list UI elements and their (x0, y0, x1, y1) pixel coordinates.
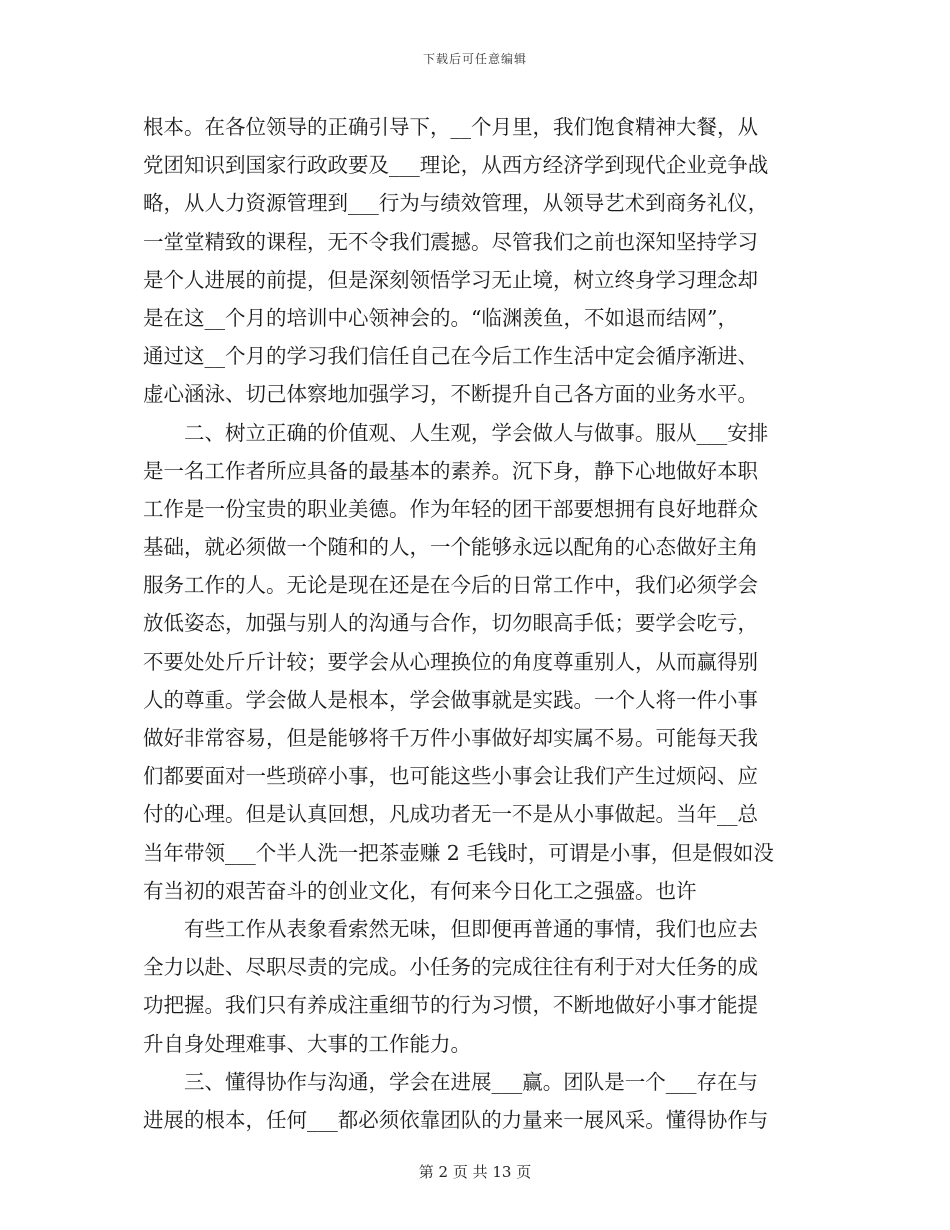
text-line: 根本。在各位领导的正确引导下，__个月里，我们饱食精神大餐，从 (143, 115, 758, 139)
text-line: 放低姿态，加强与别人的沟通与合作，切勿眼高手低；要学会吃亏， (143, 611, 758, 636)
text-line: 们都要面对一些琐碎小事，也可能这些小事会让我们产生过烦闷、应 (143, 764, 758, 789)
document-body (143, 108, 813, 1139)
text-line: 功把握。我们只有养成注重细节的行为习惯，不断地做好小事才能提 (143, 993, 758, 1018)
text-line: 人的尊重。学会做人是根本，学会做事就是实践。一个人将一件小事 (143, 687, 758, 712)
text-line: 有当初的艰苦奋斗的创业文化，有何来今日化工之强盛。也许 (143, 878, 697, 903)
text-line: 基础，就必须做一个随和的人，一个能够永远以配角的心态做好主角 (143, 535, 758, 560)
text-line: 不要处处斤斤计较；要学会从心理换位的角度尊重别人，从而赢得别 (143, 649, 758, 674)
text-line: 进展的根本，任何___都必须依靠团队的力量来一展风采。懂得协作与 (143, 1107, 769, 1132)
text-line: 是在这__个月的培训中心领神会的。“临渊羡鱼，不如退而结网”， (143, 305, 738, 330)
text-line: 工作是一份宝贵的职业美德。作为年轻的团干部要想拥有良好地群众 (143, 496, 758, 521)
text-line: 党团知识到国家行政政要及___理论，从西方经济学到现代企业竞争战 (143, 153, 769, 178)
text-line: 做好非常容易，但是能够将千万件小事做好却实属不易。可能每天我 (143, 726, 758, 750)
text-line: 通过这__个月的学习我们信任自己在今后工作生活中定会循序渐进、 (143, 344, 758, 369)
text-line: 有些工作从表象看索然无味，但即便再普通的事情，我们也应去 (143, 916, 758, 941)
page-number: 第 2 页 共 13 页 (418, 1163, 532, 1181)
text-line: 当年带领___个半人洗一把茶壶赚 2 毛钱时，可谓是小事，但是假如没 (143, 840, 774, 865)
text-line: 全力以赴、尽职尽责的完成。小任务的完成往往有利于对大任务的成 (143, 955, 758, 980)
text-line: 服务工作的人。无论是现在还是在今后的日常工作中，我们必须学会 (143, 573, 758, 598)
text-line: 一堂堂精致的课程，无不令我们震撼。尽管我们之前也深知坚持学习 (143, 229, 758, 254)
text-line: 虚心涵泳、切己体察地加强学习，不断提升自己各方面的业务水平。 (143, 382, 758, 407)
text-line: 略，从人力资源管理到___行为与绩效管理，从领导艺术到商务礼仪， (143, 191, 769, 216)
text-line: 是一名工作者所应具备的最基本的素养。沉下身，静下心地做好本职 (143, 458, 758, 483)
text-line: 是个人进展的前提，但是深刻领悟学习无止境，树立终身学习理念却 (143, 267, 758, 292)
text-line: 二、树立正确的价值观、人生观，学会做人与做事。服从___安排 (143, 420, 769, 445)
text-line: 升自身处理难事、大事的工作能力。 (143, 1031, 471, 1056)
text-line: 付的心理。但是认真回想，凡成功者无一不是从小事做起。当年__总 (143, 802, 758, 827)
text-line: 三、懂得协作与沟通，学会在进展___赢。团队是一个___存在与 (143, 1069, 758, 1094)
page-header: 下载后可任意编辑 (422, 52, 527, 66)
